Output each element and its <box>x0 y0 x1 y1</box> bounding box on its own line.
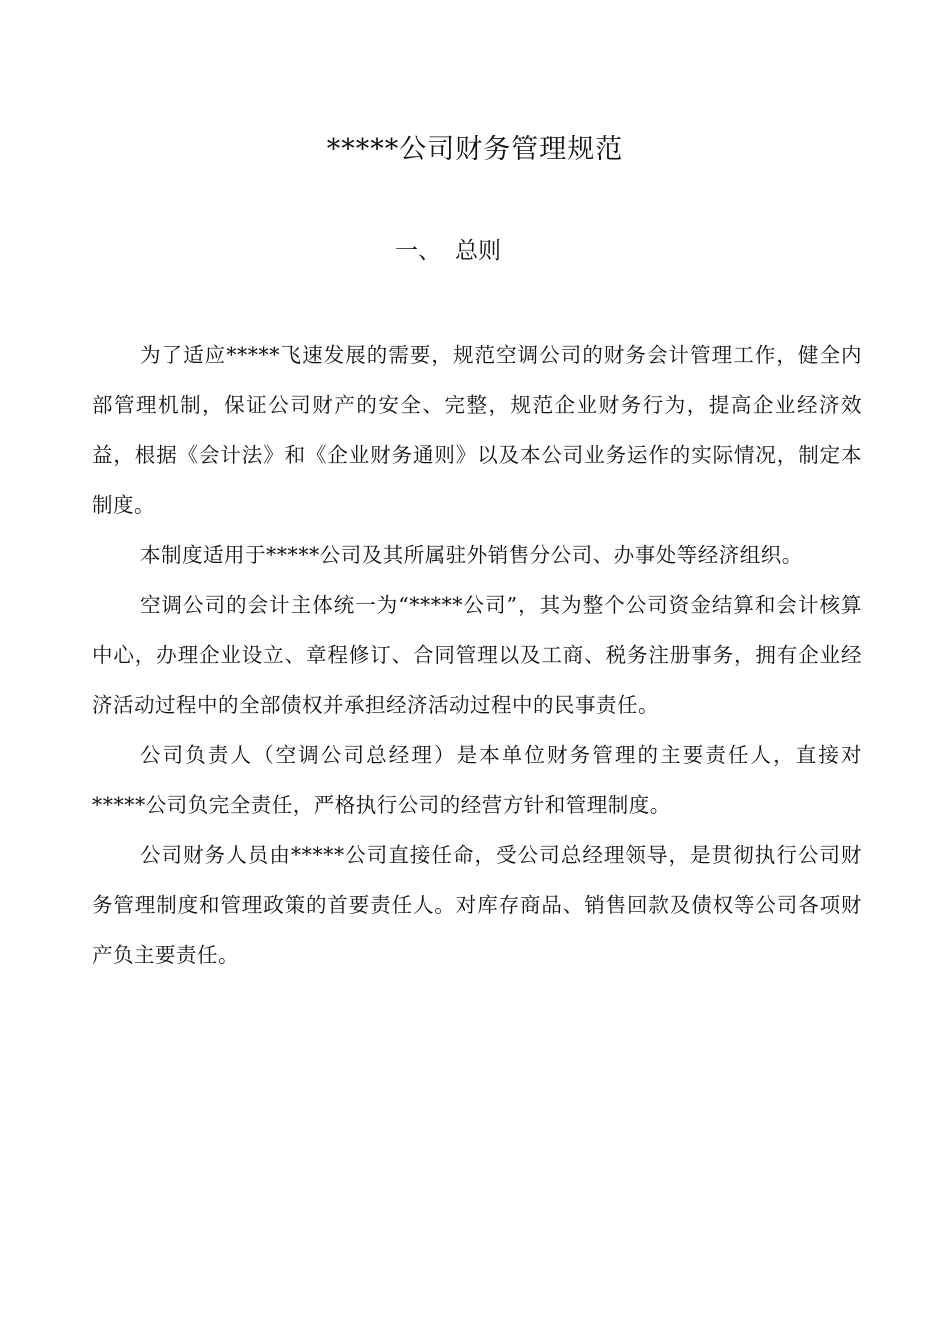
paragraph-scope: 本制度适用于*****公司及其所属驻外销售分公司、办事处等经济组织。 <box>140 543 803 567</box>
paragraph-accounting-entity: 空调公司的会计主体统一为“*****公司”，其为整个公司资金结算和会计核算中心，办理企业设立、章程修订、合同管理以及工商、税务注册事务，拥有企业经济活动过程中的全部债权并承担经济活动过程中的民事责任。 <box>92 593 862 717</box>
section-title: 总则 <box>455 238 501 264</box>
paragraph-finance-staff: 公司财务人员由*****公司直接任命，受公司总经理领导，是贯彻执行公司财务管理制度和管理政策的首要责任人。对库存商品、销售回款及债权等公司各项财产负主要责任。 <box>92 843 862 967</box>
paragraph-purpose: 为了适应*****飞速发展的需要，规范空调公司的财务会计管理工作，健全内部管理机制，保证公司财产的安全、完整，规范企业财务行为，提高企业经济效益，根据《会计法》和《企业财务通则》以及本公司业务运作的实际情况，制定本制度。 <box>92 343 862 517</box>
document-body <box>92 330 862 980</box>
section-heading <box>395 233 501 269</box>
document-title: *****公司财务管理规范 <box>326 134 624 165</box>
paragraph-company-head: 公司负责人（空调公司总经理）是本单位财务管理的主要责任人，直接对*****公司负完全责任，严格执行公司的经营方针和管理制度。 <box>92 743 862 817</box>
section-number: 一、 <box>395 238 441 264</box>
